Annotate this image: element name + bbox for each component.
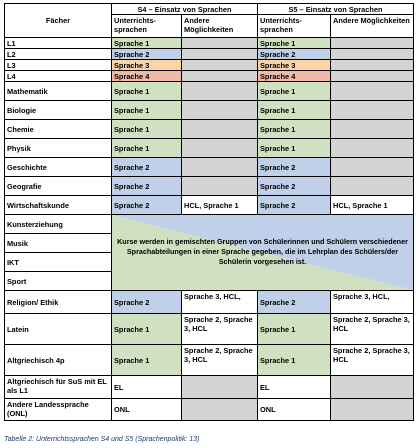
s4-language-cell: Sprache 1 <box>112 345 182 376</box>
subject-cell: L4 <box>5 71 112 82</box>
subject-cell: Latein <box>5 314 112 345</box>
table-row <box>5 139 414 158</box>
s5-language-cell: Sprache 1 <box>258 139 331 158</box>
subject-cell: L2 <box>5 49 112 60</box>
s5-language-cell: Sprache 2 <box>258 158 331 177</box>
table-row <box>5 158 414 177</box>
s4-language-cell: ONL <box>112 399 182 421</box>
mixed-groups-note: Kurse werden in gemischten Gruppen von Schülerinnen und Schülern verschiedener Sprachabteilungen in einer Sprache gegeben, die im Lehrplan des Schülers/der Schülerin vorgesehen ist. <box>117 237 408 266</box>
s4-other-cell: Sprache 2, Sprache 3, HCL <box>182 345 258 376</box>
s5-language-cell: Sprache 2 <box>258 49 331 60</box>
table-row <box>5 345 414 376</box>
s5-language-cell: Sprache 1 <box>258 82 331 101</box>
s5-header: S5 – Einsatz von Sprachen <box>258 4 414 15</box>
s4-language-cell: EL <box>112 376 182 399</box>
s5-language-cell: Sprache 1 <box>258 38 331 49</box>
s5-language-cell: Sprache 1 <box>258 101 331 120</box>
subject-cell: Geografie <box>5 177 112 196</box>
subject-cell: Altgriechisch 4p <box>5 345 112 376</box>
s5-other-cell <box>331 139 414 158</box>
table-caption: Tabelle 2: Unterrichtssprachen S4 und S5 (Sprachenpolitik: 13) <box>4 436 200 443</box>
table-row <box>5 120 414 139</box>
s4-other-cell <box>182 158 258 177</box>
s4-language-cell: Sprache 3 <box>112 60 182 71</box>
table-row <box>5 38 414 49</box>
mixed-subject-cell: Sport <box>5 272 112 291</box>
subject-cell: Chemie <box>5 120 112 139</box>
s5-language-cell: Sprache 2 <box>258 196 331 215</box>
s5-other-cell: Sprache 3, HCL, <box>331 291 414 314</box>
s4-language-cell: Sprache 1 <box>112 38 182 49</box>
s5-other-cell <box>331 82 414 101</box>
subject-cell: Wirtschaftskunde <box>5 196 112 215</box>
s5-other-cell <box>331 120 414 139</box>
s4-other-cell <box>182 120 258 139</box>
s5-other-cell <box>331 71 414 82</box>
s4-language-cell: Sprache 4 <box>112 71 182 82</box>
s4-language-cell: Sprache 2 <box>112 196 182 215</box>
s5-language-cell: Sprache 3 <box>258 60 331 71</box>
s5-other-cell <box>331 101 414 120</box>
s4-other-cell: Sprache 3, HCL, <box>182 291 258 314</box>
subject-cell: Mathematik <box>5 82 112 101</box>
s5-teaching-languages-header: Unterrichts-sprachen <box>258 15 331 38</box>
s5-language-cell: Sprache 1 <box>258 314 331 345</box>
table-row <box>5 49 414 60</box>
subject-cell: Religion/ Ethik <box>5 291 112 314</box>
s4-other-cell <box>182 177 258 196</box>
s5-language-cell: Sprache 1 <box>258 345 331 376</box>
table-row <box>5 215 414 234</box>
s4-language-cell: Sprache 2 <box>112 177 182 196</box>
mixed-subject-cell: Kunsterziehung <box>5 215 112 234</box>
s5-other-cell <box>331 158 414 177</box>
s5-language-cell: ONL <box>258 399 331 421</box>
s4-teaching-languages-header: Unterrichts-sprachen <box>112 15 182 38</box>
s4-language-cell: Sprache 1 <box>112 82 182 101</box>
s5-language-cell: Sprache 2 <box>258 177 331 196</box>
table-row <box>5 82 414 101</box>
language-table-container <box>4 3 413 435</box>
s5-language-cell: Sprache 2 <box>258 291 331 314</box>
s4-header: S4 – Einsatz von Sprachen <box>112 4 258 15</box>
language-table <box>4 3 414 421</box>
s4-other-cell: Sprache 2, Sprache 3, HCL <box>182 314 258 345</box>
s4-other-cell <box>182 376 258 399</box>
s5-language-cell: EL <box>258 376 331 399</box>
s4-other-cell <box>182 38 258 49</box>
table-row <box>5 71 414 82</box>
s5-other-cell: Sprache 2, Sprache 3, HCL <box>331 314 414 345</box>
subject-cell: L1 <box>5 38 112 49</box>
table-row <box>5 177 414 196</box>
s4-other-cell <box>182 399 258 421</box>
table-row <box>5 291 414 314</box>
subject-cell: Geschichte <box>5 158 112 177</box>
mixed-groups-note-cell <box>112 215 414 291</box>
s4-other-cell <box>182 49 258 60</box>
s4-other-cell <box>182 82 258 101</box>
s4-language-cell: Sprache 2 <box>112 291 182 314</box>
s5-other-cell <box>331 49 414 60</box>
table-row <box>5 399 414 421</box>
s4-language-cell: Sprache 2 <box>112 49 182 60</box>
s4-language-cell: Sprache 1 <box>112 120 182 139</box>
s4-other-cell <box>182 139 258 158</box>
mixed-subject-cell: Musik <box>5 234 112 253</box>
s5-other-options-header: Andere Möglichkeiten <box>331 15 414 38</box>
s5-other-cell <box>331 60 414 71</box>
table-row <box>5 101 414 120</box>
s5-other-cell <box>331 38 414 49</box>
s4-other-cell: HCL, Sprache 1 <box>182 196 258 215</box>
s4-language-cell: Sprache 1 <box>112 314 182 345</box>
subject-cell: Altgriechisch für SuS mit EL als L1 <box>5 376 112 399</box>
s4-other-options-header: Andere Möglichkeiten <box>182 15 258 38</box>
s5-other-cell <box>331 376 414 399</box>
s5-other-cell <box>331 399 414 421</box>
subject-cell: Biologie <box>5 101 112 120</box>
subject-cell: Andere Landessprache (ONL) <box>5 399 112 421</box>
s5-other-cell <box>331 177 414 196</box>
s4-language-cell: Sprache 1 <box>112 101 182 120</box>
s4-other-cell <box>182 60 258 71</box>
s4-other-cell <box>182 71 258 82</box>
mixed-subject-cell: IKT <box>5 253 112 272</box>
table-row <box>5 60 414 71</box>
s5-language-cell: Sprache 1 <box>258 120 331 139</box>
table-row <box>5 196 414 215</box>
table-row <box>5 376 414 399</box>
s5-other-cell: Sprache 2, Sprache 3, HCL <box>331 345 414 376</box>
s5-language-cell: Sprache 4 <box>258 71 331 82</box>
subject-cell: L3 <box>5 60 112 71</box>
s5-other-cell: HCL, Sprache 1 <box>331 196 414 215</box>
s4-language-cell: Sprache 2 <box>112 158 182 177</box>
subjects-header: Fächer <box>5 4 112 38</box>
s4-language-cell: Sprache 1 <box>112 139 182 158</box>
table-row <box>5 314 414 345</box>
subject-cell: Physik <box>5 139 112 158</box>
s4-other-cell <box>182 101 258 120</box>
